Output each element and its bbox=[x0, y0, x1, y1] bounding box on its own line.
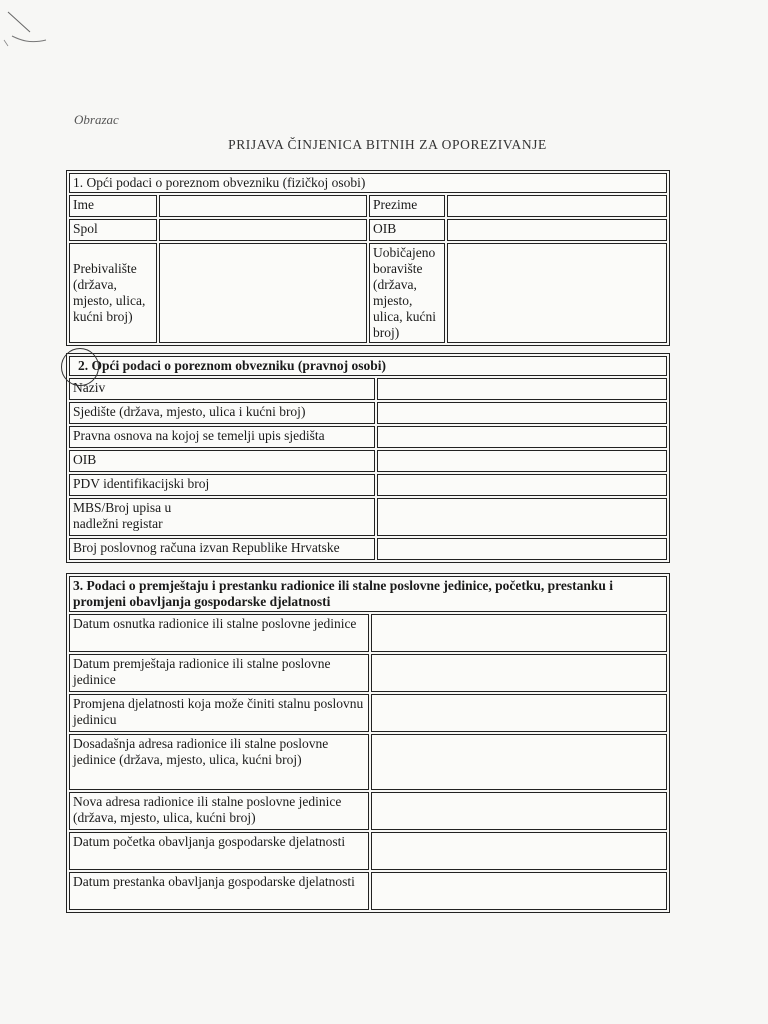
label-prezime: Prezime bbox=[369, 195, 445, 217]
label-datum-premjestaja: Datum premještaja radionice ili stalne poslovne jedinice bbox=[69, 654, 369, 692]
field-poslovni-racun[interactable] bbox=[377, 538, 667, 560]
label-ime: Ime bbox=[69, 195, 157, 217]
label-poslovni-racun: Broj poslovnog računa izvan Republike Hrvatske bbox=[69, 538, 375, 560]
label-oib: OIB bbox=[369, 219, 445, 241]
label-uobicajeno-boraviste: Uobičajeno boravište (država, mjesto, ulica, kućni broj) bbox=[369, 243, 445, 343]
field-oib[interactable] bbox=[447, 219, 667, 241]
section3-heading: 3. Podaci o premještaju i prestanku radionice ili stalne poslovne jedinice, početku, prestanku i promjeni obavljanja gospodarske djelatnosti bbox=[69, 576, 667, 612]
field-datum-premjestaja[interactable] bbox=[371, 654, 667, 692]
label-spol: Spol bbox=[69, 219, 157, 241]
label-oib-pravna: OIB bbox=[69, 450, 375, 472]
section2-table bbox=[66, 353, 670, 563]
label-nova-adresa: Nova adresa radionice ili stalne poslovne jedinice (država, mjesto, ulica, kućni broj) bbox=[69, 792, 369, 830]
field-nova-adresa[interactable] bbox=[371, 792, 667, 830]
field-mbs[interactable] bbox=[377, 498, 667, 536]
field-oib-pravna[interactable] bbox=[377, 450, 667, 472]
field-dosadasnja-adresa[interactable] bbox=[371, 734, 667, 790]
field-prebivaliste[interactable] bbox=[159, 243, 367, 343]
field-uobicajeno-boraviste[interactable] bbox=[447, 243, 667, 343]
field-prezime[interactable] bbox=[447, 195, 667, 217]
label-prebivaliste: Prebivalište (država, mjesto, ulica, kućni broj) bbox=[69, 243, 157, 343]
label-datum-prestanka: Datum prestanka obavljanja gospodarske djelatnosti bbox=[69, 872, 369, 910]
field-pravna-osnova[interactable] bbox=[377, 426, 667, 448]
field-sjediste[interactable] bbox=[377, 402, 667, 424]
section1-heading: 1. Opći podaci o poreznom obvezniku (fizičkoj osobi) bbox=[69, 173, 667, 193]
label-dosadasnja-adresa: Dosadašnja adresa radionice ili stalne poslovne jedinice (država, mjesto, ulica, kućni broj) bbox=[69, 734, 369, 790]
label-promjena-djelatnosti: Promjena djelatnosti koja može činiti stalnu poslovnu jedinicu bbox=[69, 694, 369, 732]
label-sjediste: Sjedište (država, mjesto, ulica i kućni broj) bbox=[69, 402, 375, 424]
hand-drawn-circle bbox=[61, 348, 99, 386]
pen-scribble-mark bbox=[0, 0, 70, 60]
label-naziv: Naziv bbox=[69, 378, 375, 400]
label-datum-pocetka: Datum početka obavljanja gospodarske djelatnosti bbox=[69, 832, 369, 870]
section2-heading: 2. Opći podaci o poreznom obvezniku (pravnoj osobi) bbox=[69, 356, 667, 376]
field-datum-pocetka[interactable] bbox=[371, 832, 667, 870]
field-promjena-djelatnosti[interactable] bbox=[371, 694, 667, 732]
label-pravna-osnova: Pravna osnova na kojoj se temelji upis sjedišta bbox=[69, 426, 375, 448]
document-title bbox=[0, 137, 710, 153]
field-datum-prestanka[interactable] bbox=[371, 872, 667, 910]
label-mbs bbox=[69, 498, 375, 536]
label-pdv-broj: PDV identifikacijski broj bbox=[69, 474, 375, 496]
document-title-text: PRIJAVA ČINJENICA BITNIH ZA OPOREZIVANJE bbox=[228, 137, 547, 152]
label-mbs-text: MBS/Broj upisa u nadležni registar bbox=[73, 500, 172, 531]
section1-table bbox=[66, 170, 670, 346]
section3-table bbox=[66, 573, 670, 913]
form-label: Obrazac bbox=[74, 112, 119, 127]
label-datum-osnutka: Datum osnutka radionice ili stalne poslovne jedinice bbox=[69, 614, 369, 652]
field-datum-osnutka[interactable] bbox=[371, 614, 667, 652]
field-naziv[interactable] bbox=[377, 378, 667, 400]
field-pdv-broj[interactable] bbox=[377, 474, 667, 496]
field-spol[interactable] bbox=[159, 219, 367, 241]
field-ime[interactable] bbox=[159, 195, 367, 217]
